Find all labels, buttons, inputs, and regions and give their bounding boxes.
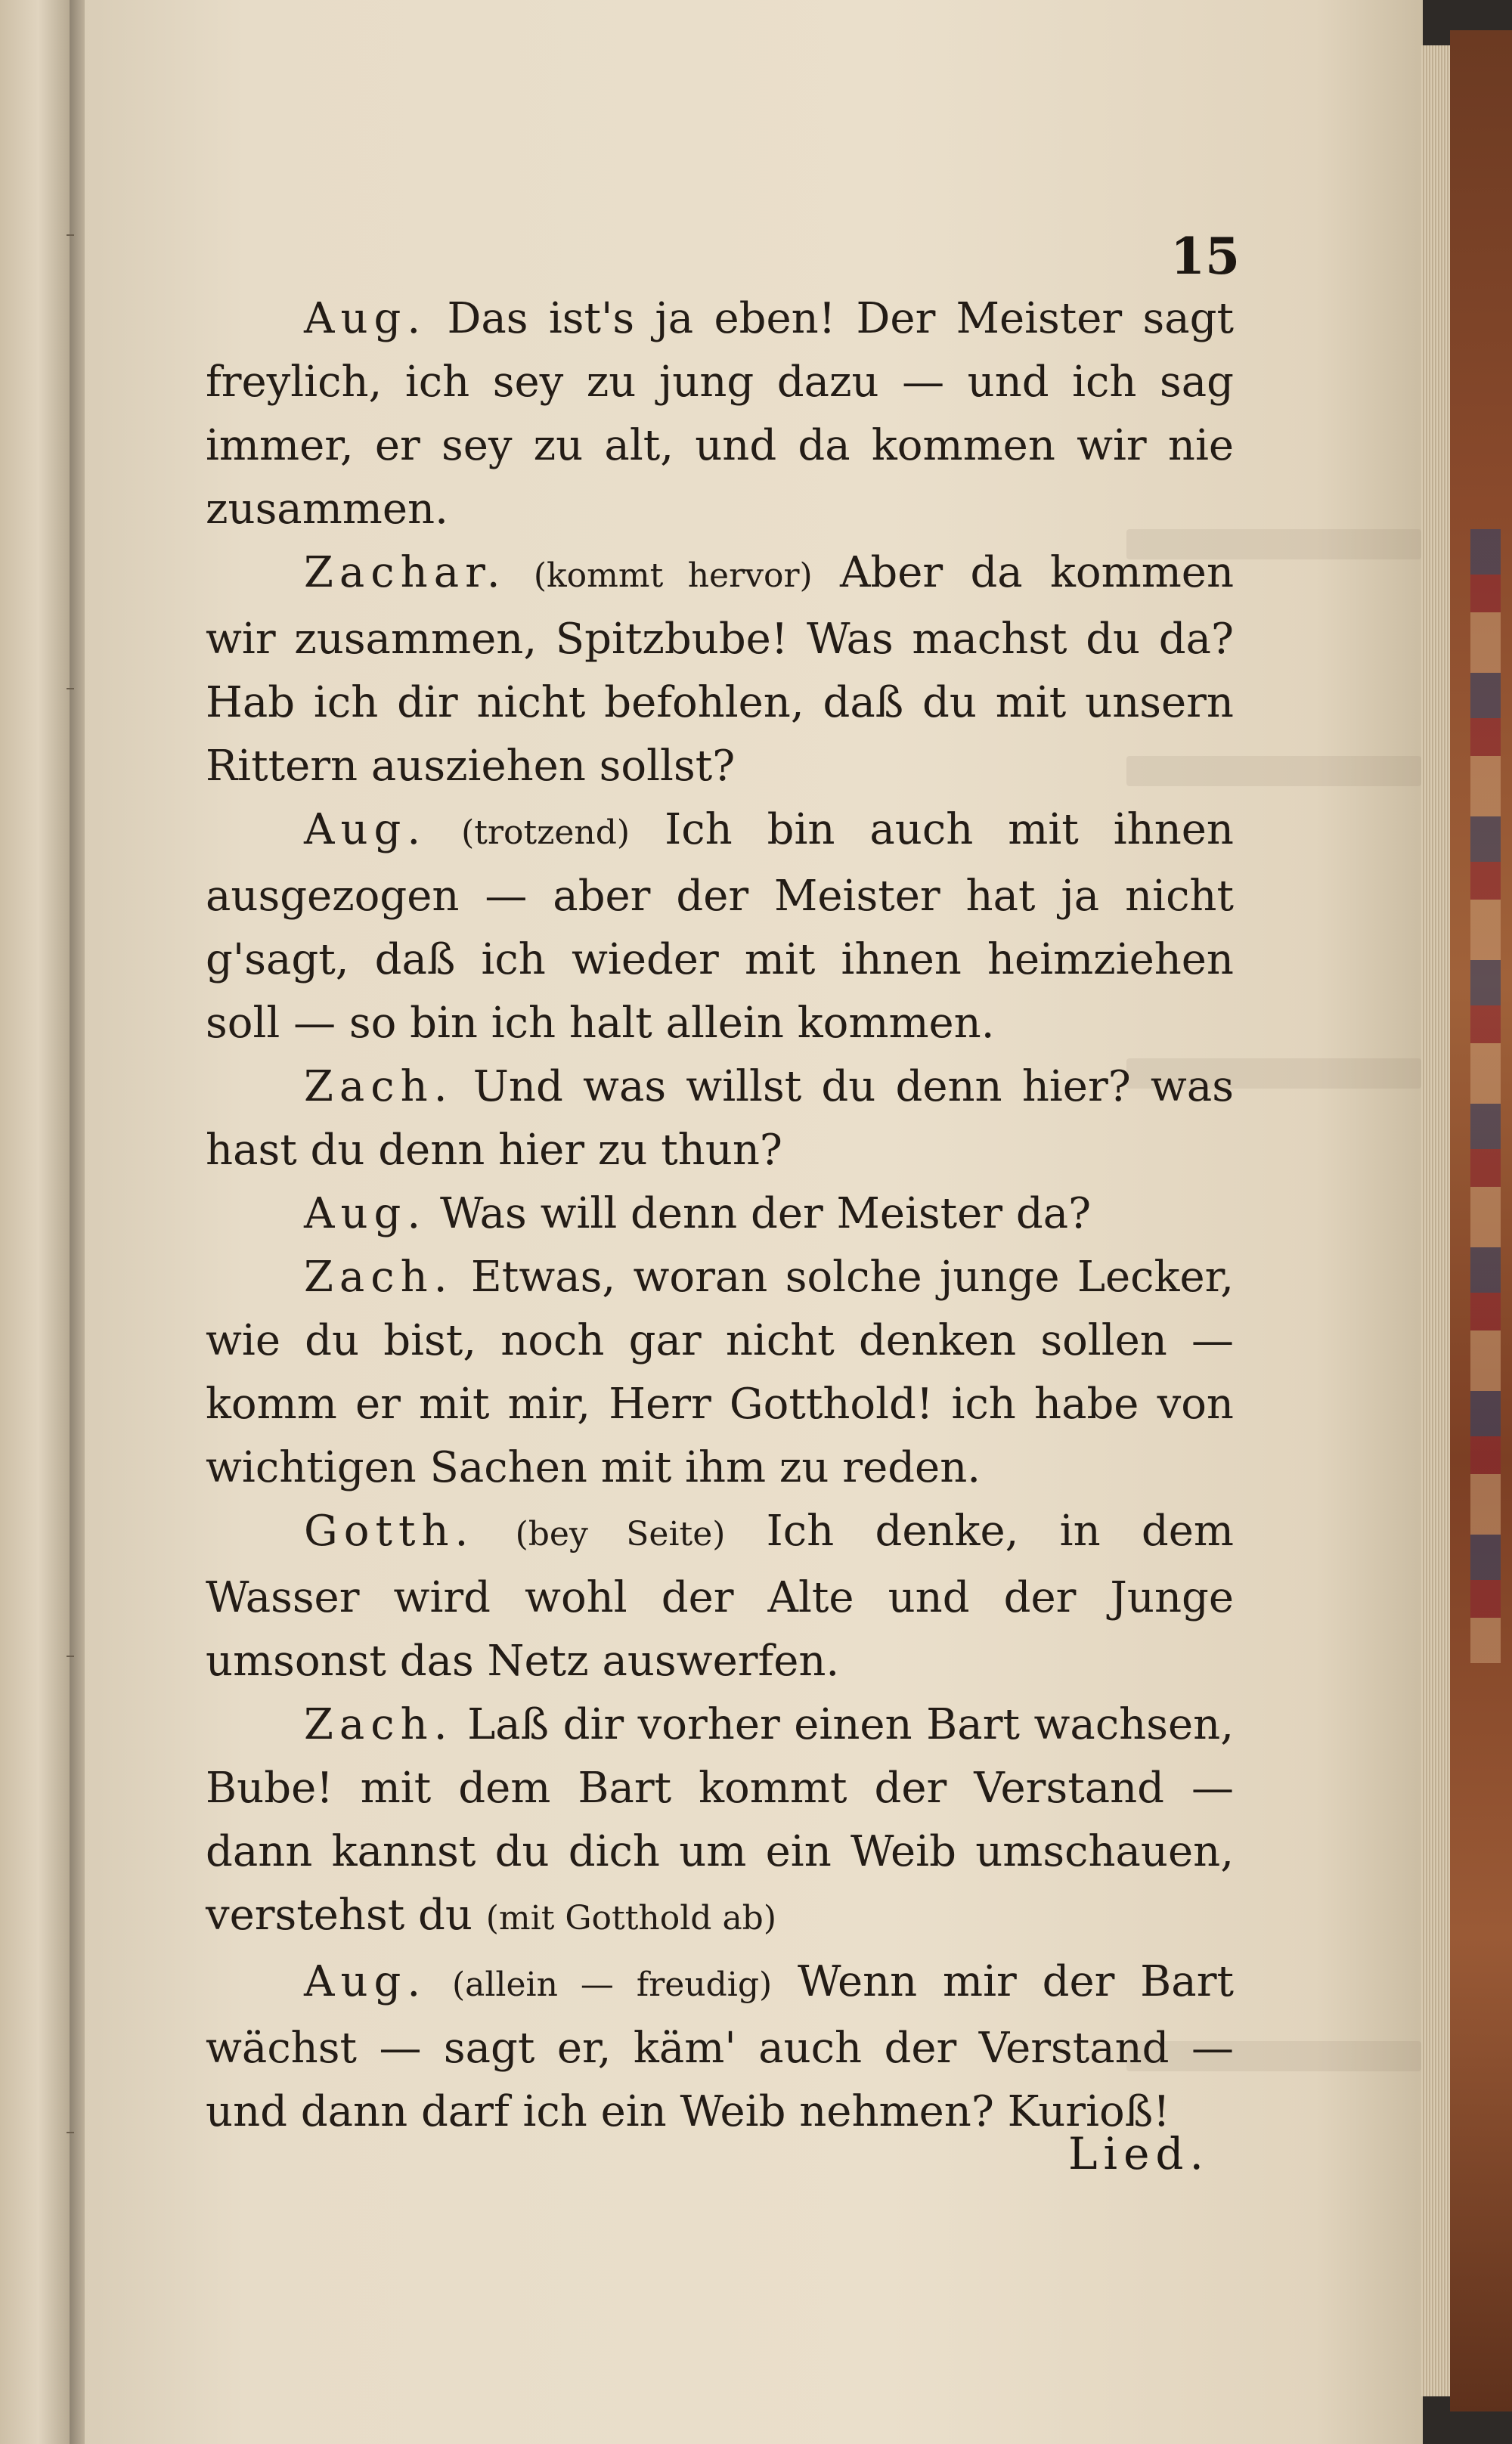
dialogue-paragraph <box>206 1950 1234 2144</box>
dialogue-text <box>206 287 1234 2144</box>
dialogue-line: Laß dir vorher einen Bart wachsen, Bube! mit dem Bart kommt der Verstand — dann kannst du dich um ein Weib umschauen, verstehst du <box>206 1700 1234 1940</box>
stage-direction: (trotzend) <box>461 813 631 852</box>
dialogue-paragraph <box>206 1693 1234 1950</box>
speaker-name: Aug. <box>304 805 427 854</box>
stage-direction: (mit Gotthold ab) <box>485 1899 777 1938</box>
dialogue-line: Und was willst du denn hier? was hast du denn hier zu thun? <box>206 1062 1234 1175</box>
marbled-binding-pattern <box>1470 529 1501 1663</box>
speaker-name: Aug. <box>304 1957 427 2006</box>
dialogue-paragraph <box>206 1055 1234 1182</box>
dialogue-line: Etwas, woran solche junge Lecker, wie du bist, noch gar nicht denken sollen — komm er mit mir, Herr Gotthold! ich habe von wichtigen Sachen mit ihm zu reden. <box>206 1253 1234 1492</box>
facing-page-edge <box>0 0 70 2444</box>
page-stack-edges <box>1421 45 1452 2396</box>
section-heading: Lied. <box>1068 2128 1210 2179</box>
margin-tick <box>67 234 74 236</box>
speaker-name: Aug. <box>304 1189 427 1238</box>
speaker-name: Zach. <box>304 1062 454 1111</box>
stage-direction: (allein — freudig) <box>451 1965 773 2004</box>
dialogue-line: Wenn mir der Bart wächst — sagt er, käm' auch der Verstand — und dann darf ich ein Weib nehmen? Kurioß! <box>206 1957 1234 2136</box>
speaker-name: Zach. <box>304 1700 454 1749</box>
speaker-name: Aug. <box>304 294 427 343</box>
dialogue-line: Aber da kommen wir zusammen, Spitzbube! Was machst du da? Hab ich dir nicht befohlen, daß du mit unsern Rittern ausziehen sollst? <box>206 548 1235 791</box>
dialogue-paragraph <box>206 798 1234 1055</box>
speaker-name: Zachar. <box>304 548 507 597</box>
speaker-name: Gotth. <box>304 1507 475 1556</box>
dialogue-paragraph <box>206 287 1234 541</box>
margin-tick <box>67 2132 74 2133</box>
dialogue-line: Ich denke, in dem Wasser wird wohl der Alte und der Junge umsonst das Netz auswerfen. <box>206 1507 1234 1686</box>
dialogue-paragraph <box>206 1246 1234 1500</box>
dialogue-line: Was will denn der Meister da? <box>439 1189 1092 1238</box>
dialogue-paragraph <box>206 1182 1234 1246</box>
dialogue-line: Das ist's ja eben! Der Meister sagt freylich, ich sey zu jung dazu — und ich sag immer, er sey zu alt, und da kommen wir nie zusammen. <box>206 294 1234 534</box>
stage-direction: (kommt hervor) <box>533 556 813 595</box>
margin-tick <box>67 688 74 689</box>
dialogue-line: Ich bin auch mit ihnen ausgezogen — aber der Meister hat ja nicht g'sagt, daß ich wieder mit ihnen heimziehen soll — so bin ich halt allein kommen. <box>206 805 1234 1048</box>
dialogue-paragraph <box>206 1500 1234 1693</box>
speaker-name: Zach. <box>304 1253 454 1302</box>
margin-tick <box>67 1656 74 1657</box>
page-number: 15 <box>1170 227 1240 286</box>
stage-direction: (bey Seite) <box>515 1515 726 1553</box>
dialogue-paragraph <box>206 541 1234 798</box>
